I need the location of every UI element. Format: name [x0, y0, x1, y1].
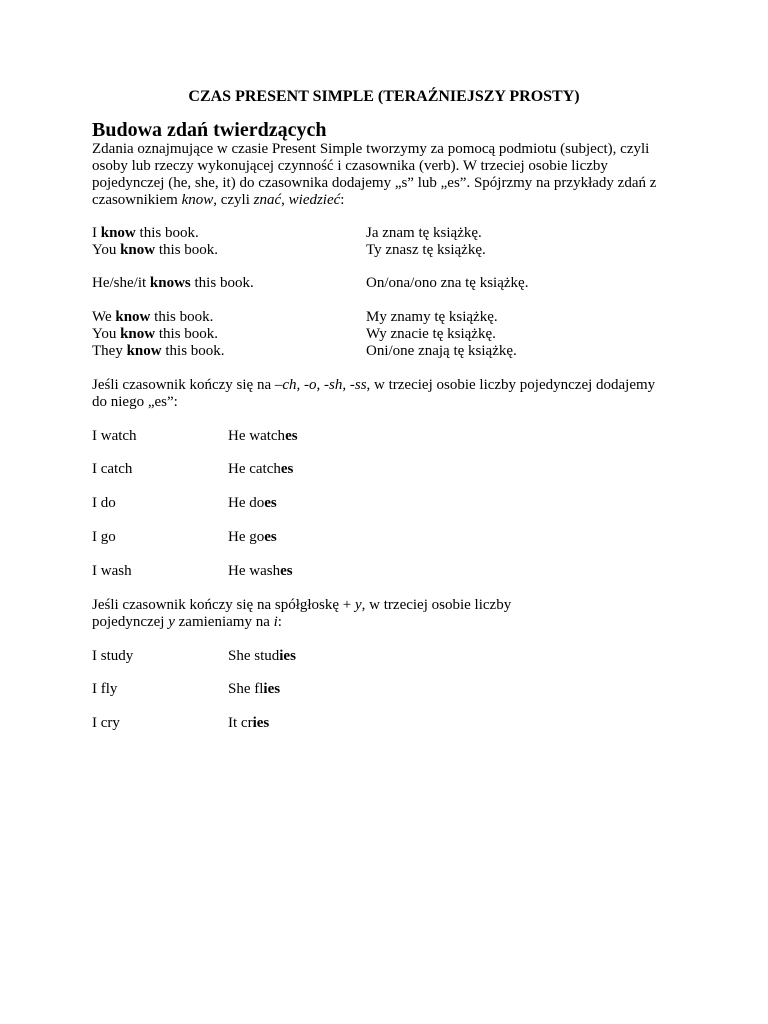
- example-object: this book.: [150, 309, 214, 325]
- intro-line-2: osoby lub rzeczy wykonującej czynność i czasownika (verb). W trzeciej osobie liczby: [92, 158, 608, 174]
- example-translation: Oni/one znają tę książkę.: [366, 343, 517, 359]
- example-verb: know: [115, 309, 151, 325]
- example-subject: We: [92, 309, 116, 325]
- example-verb: knows: [149, 275, 191, 291]
- intro-word-know: know: [181, 192, 214, 208]
- y-third-person: [228, 715, 269, 732]
- rule-y-l2-suffix: :: [277, 614, 282, 630]
- es-stem: He catch: [228, 461, 281, 477]
- example-subject: They: [92, 343, 127, 359]
- y-stem: She stud: [228, 648, 280, 664]
- example-object: this book.: [161, 343, 225, 359]
- intro-line-4: [92, 192, 692, 209]
- y-base-form: I study: [92, 648, 134, 664]
- example-verb: know: [120, 326, 156, 342]
- document-title: CZAS PRESENT SIMPLE (TERAŹNIEJSZY PROSTY): [188, 88, 580, 105]
- es-stem: He watch: [228, 428, 286, 444]
- example-row: [92, 242, 218, 259]
- intro-line-3: pojedynczej (he, she, it) do czasownika dodajemy „s” lub „es”. Spójrzmy na przykłady zdań z: [92, 175, 657, 191]
- es-stem: He do: [228, 495, 265, 511]
- example-verb: know: [100, 225, 136, 241]
- example-translation: Wy znacie tę książkę.: [366, 326, 496, 342]
- intro-paragraph: [92, 141, 692, 209]
- es-third-person: [228, 563, 293, 580]
- example-subject: I: [92, 225, 101, 241]
- rule-y-letter-2: y: [168, 614, 175, 630]
- rule-y-suffix: , w trzeciej osobie liczby: [361, 597, 512, 613]
- y-base-form: I cry: [92, 715, 120, 731]
- example-row: [92, 309, 213, 326]
- es-ending: es: [285, 428, 298, 444]
- es-ending: es: [280, 563, 293, 579]
- example-verb: know: [126, 343, 162, 359]
- y-ending: ies: [252, 715, 270, 731]
- es-third-person: [228, 529, 277, 546]
- intro-line-4-prefix: czasownikiem: [92, 192, 182, 208]
- y-base-form: I fly: [92, 681, 118, 697]
- rule-es-endings: –ch, -o, -sh, -ss: [274, 377, 367, 393]
- example-row: [92, 275, 254, 292]
- example-subject: You: [92, 242, 121, 258]
- y-ending: ies: [263, 681, 281, 697]
- es-stem: He go: [228, 529, 265, 545]
- rule-y-line-2: [92, 614, 692, 631]
- es-ending: es: [280, 461, 294, 477]
- y-third-person: [228, 681, 280, 698]
- intro-word-znac: znać: [253, 192, 282, 208]
- y-ending: ies: [279, 648, 296, 664]
- rule-y-letter: y: [355, 597, 362, 613]
- es-third-person: [228, 495, 277, 512]
- example-object: this book.: [135, 225, 199, 241]
- rule-y-l2-mid: zamieniamy na: [174, 614, 274, 630]
- intro-line-4-comma: ,: [281, 192, 289, 208]
- rule-y-prefix: Jeśli czasownik kończy się na spółgłoskę +: [92, 597, 355, 613]
- y-stem: She fl: [228, 681, 264, 697]
- example-object: this book.: [190, 275, 254, 291]
- rule-es-line-2: do niego „es”:: [92, 394, 178, 410]
- rule-es-prefix: Jeśli czasownik kończy się na: [92, 377, 275, 393]
- y-third-person: [228, 648, 296, 665]
- rule-y-paragraph: [92, 597, 692, 631]
- intro-word-wiedziec: wiedzieć: [288, 192, 341, 208]
- example-subject: You: [92, 326, 121, 342]
- rule-y-line-1: [92, 597, 692, 614]
- intro-line-4-suffix: :: [340, 192, 345, 208]
- es-ending: es: [264, 495, 277, 511]
- es-third-person: [228, 461, 293, 478]
- rule-es-line-1: [92, 377, 692, 394]
- es-base-form: I watch: [92, 428, 137, 444]
- es-base-form: I do: [92, 495, 116, 511]
- example-translation: My znamy tę książkę.: [366, 309, 498, 325]
- example-row: [92, 343, 225, 360]
- rule-y-l2-prefix: pojedynczej: [92, 614, 169, 630]
- es-base-form: I catch: [92, 461, 133, 477]
- rule-es-suffix: , w trzeciej osobie liczby pojedynczej dodajemy: [366, 377, 656, 393]
- example-object: this book.: [155, 326, 219, 342]
- example-row: [92, 225, 199, 242]
- example-translation: On/ona/ono zna tę książkę.: [366, 275, 529, 291]
- intro-line-1: Zdania oznajmujące w czasie Present Simple tworzymy za pomocą podmiotu (subject), czyli: [92, 141, 650, 157]
- rule-es-paragraph: [92, 377, 692, 411]
- es-base-form: I wash: [92, 563, 132, 579]
- section-heading: Budowa zdań twierdzących: [92, 119, 327, 141]
- example-verb: know: [120, 242, 156, 258]
- example-object: this book.: [155, 242, 219, 258]
- es-ending: es: [264, 529, 277, 545]
- es-third-person: [228, 428, 298, 445]
- example-row: [92, 326, 218, 343]
- intro-line-4-mid: , czyli: [213, 192, 254, 208]
- example-translation: Ja znam tę książkę.: [366, 225, 482, 241]
- es-stem: He wash: [228, 563, 281, 579]
- y-stem: It cr: [228, 715, 253, 731]
- example-translation: Ty znasz tę książkę.: [366, 242, 486, 258]
- example-subject: He/she/it: [92, 275, 150, 291]
- rule-i-letter: i: [273, 614, 278, 630]
- es-base-form: I go: [92, 529, 116, 545]
